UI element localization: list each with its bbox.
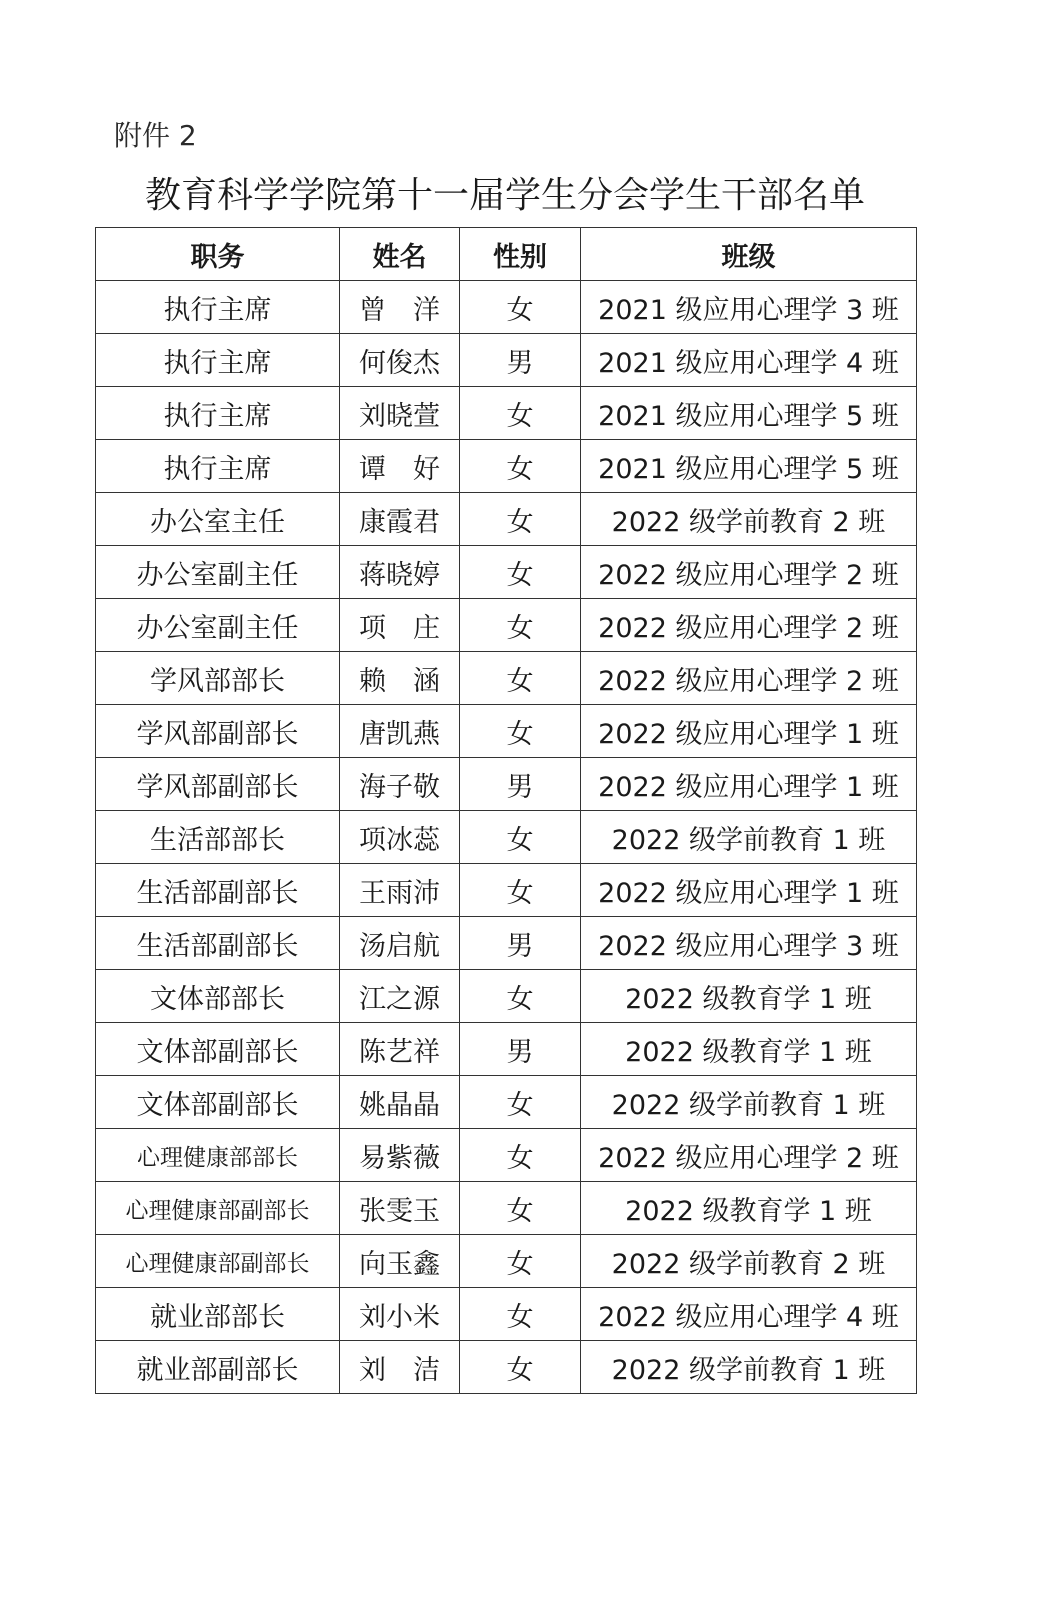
- role-cell: 学风部副部长: [96, 705, 340, 758]
- role-cell: 心理健康部副部长: [96, 1235, 340, 1288]
- name-cell: 海子敬: [340, 758, 460, 811]
- role-cell: 学风部副部长: [96, 758, 340, 811]
- header-name: 姓名: [340, 228, 460, 281]
- name-cell: 姚晶晶: [340, 1076, 460, 1129]
- name-cell: 项冰蕊: [340, 811, 460, 864]
- gender-cell: 女: [460, 1341, 581, 1394]
- table-row: [96, 546, 917, 599]
- table-row: [96, 440, 917, 493]
- table-row: [96, 811, 917, 864]
- gender-cell: 女: [460, 705, 581, 758]
- gender-cell: 女: [460, 493, 581, 546]
- gender-cell: 女: [460, 1182, 581, 1235]
- gender-cell: 女: [460, 970, 581, 1023]
- role-cell: 学风部部长: [96, 652, 340, 705]
- table-row: [96, 1023, 917, 1076]
- table-row: [96, 1129, 917, 1182]
- name-cell: 唐凯燕: [340, 705, 460, 758]
- gender-cell: 女: [460, 864, 581, 917]
- name-cell: 曾 洋: [340, 281, 460, 334]
- attachment-label: 附件 2: [114, 119, 197, 152]
- class-cell: 2022 级应用心理学 1 班: [581, 758, 917, 811]
- gender-cell: 女: [460, 599, 581, 652]
- class-cell: 2022 级应用心理学 1 班: [581, 705, 917, 758]
- class-cell: 2022 级应用心理学 1 班: [581, 864, 917, 917]
- gender-cell: 女: [460, 546, 581, 599]
- class-cell: 2022 级学前教育 1 班: [581, 811, 917, 864]
- table-row: [96, 1341, 917, 1394]
- class-cell: 2022 级应用心理学 2 班: [581, 1129, 917, 1182]
- name-cell: 康霞君: [340, 493, 460, 546]
- name-cell: 蒋晓婷: [340, 546, 460, 599]
- name-cell: 赖 涵: [340, 652, 460, 705]
- table-row: [96, 334, 917, 387]
- class-cell: 2022 级应用心理学 4 班: [581, 1288, 917, 1341]
- name-cell: 易紫薇: [340, 1129, 460, 1182]
- name-cell: 项 庄: [340, 599, 460, 652]
- class-cell: 2022 级教育学 1 班: [581, 970, 917, 1023]
- table-header-row: [96, 228, 917, 281]
- class-cell: 2022 级学前教育 2 班: [581, 493, 917, 546]
- class-cell: 2022 级学前教育 2 班: [581, 1235, 917, 1288]
- header-role: 职务: [96, 228, 340, 281]
- gender-cell: 女: [460, 440, 581, 493]
- class-cell: 2022 级教育学 1 班: [581, 1023, 917, 1076]
- gender-cell: 男: [460, 1023, 581, 1076]
- role-cell: 生活部部长: [96, 811, 340, 864]
- table-body: [96, 281, 917, 1394]
- role-cell: 文体部副部长: [96, 1023, 340, 1076]
- gender-cell: 女: [460, 387, 581, 440]
- role-cell: 生活部副部长: [96, 917, 340, 970]
- gender-cell: 女: [460, 281, 581, 334]
- name-cell: 刘小米: [340, 1288, 460, 1341]
- name-cell: 刘 洁: [340, 1341, 460, 1394]
- role-cell: 心理健康部部长: [96, 1129, 340, 1182]
- role-cell: 办公室副主任: [96, 546, 340, 599]
- gender-cell: 女: [460, 1076, 581, 1129]
- table-row: [96, 387, 917, 440]
- class-cell: 2022 级教育学 1 班: [581, 1182, 917, 1235]
- document-title: 教育科学学院第十一届学生分会学生干部名单: [144, 175, 865, 216]
- role-cell: 执行主席: [96, 440, 340, 493]
- table-row: [96, 1288, 917, 1341]
- table-row: [96, 917, 917, 970]
- class-cell: 2022 级应用心理学 3 班: [581, 917, 917, 970]
- role-cell: 就业部部长: [96, 1288, 340, 1341]
- role-cell: 执行主席: [96, 281, 340, 334]
- gender-cell: 女: [460, 1288, 581, 1341]
- name-cell: 陈艺祥: [340, 1023, 460, 1076]
- table-row: [96, 864, 917, 917]
- class-cell: 2022 级应用心理学 2 班: [581, 546, 917, 599]
- name-cell: 王雨沛: [340, 864, 460, 917]
- class-cell: 2021 级应用心理学 5 班: [581, 440, 917, 493]
- role-cell: 办公室副主任: [96, 599, 340, 652]
- name-cell: 张雯玉: [340, 1182, 460, 1235]
- role-cell: 办公室主任: [96, 493, 340, 546]
- table-row: [96, 705, 917, 758]
- header-gender: 性别: [460, 228, 581, 281]
- gender-cell: 男: [460, 758, 581, 811]
- table-row: [96, 758, 917, 811]
- table-row: [96, 970, 917, 1023]
- gender-cell: 男: [460, 917, 581, 970]
- class-cell: 2022 级学前教育 1 班: [581, 1076, 917, 1129]
- name-cell: 向玉鑫: [340, 1235, 460, 1288]
- gender-cell: 女: [460, 1129, 581, 1182]
- gender-cell: 女: [460, 811, 581, 864]
- table-row: [96, 599, 917, 652]
- gender-cell: 女: [460, 652, 581, 705]
- name-cell: 江之源: [340, 970, 460, 1023]
- role-cell: 生活部副部长: [96, 864, 340, 917]
- class-cell: 2021 级应用心理学 3 班: [581, 281, 917, 334]
- role-cell: 文体部部长: [96, 970, 340, 1023]
- name-cell: 何俊杰: [340, 334, 460, 387]
- class-cell: 2022 级应用心理学 2 班: [581, 652, 917, 705]
- table-row: [96, 1182, 917, 1235]
- class-cell: 2022 级学前教育 1 班: [581, 1341, 917, 1394]
- role-cell: 就业部副部长: [96, 1341, 340, 1394]
- name-cell: 刘晓萱: [340, 387, 460, 440]
- class-cell: 2022 级应用心理学 2 班: [581, 599, 917, 652]
- role-cell: 执行主席: [96, 334, 340, 387]
- name-cell: 汤启航: [340, 917, 460, 970]
- table-row: [96, 652, 917, 705]
- gender-cell: 女: [460, 1235, 581, 1288]
- role-cell: 执行主席: [96, 387, 340, 440]
- class-cell: 2021 级应用心理学 5 班: [581, 387, 917, 440]
- header-class: 班级: [581, 228, 917, 281]
- table-row: [96, 281, 917, 334]
- cadre-roster-table: [95, 227, 917, 1394]
- gender-cell: 男: [460, 334, 581, 387]
- role-cell: 心理健康部副部长: [96, 1182, 340, 1235]
- class-cell: 2021 级应用心理学 4 班: [581, 334, 917, 387]
- name-cell: 谭 好: [340, 440, 460, 493]
- table-row: [96, 493, 917, 546]
- table-row: [96, 1235, 917, 1288]
- table-row: [96, 1076, 917, 1129]
- role-cell: 文体部副部长: [96, 1076, 340, 1129]
